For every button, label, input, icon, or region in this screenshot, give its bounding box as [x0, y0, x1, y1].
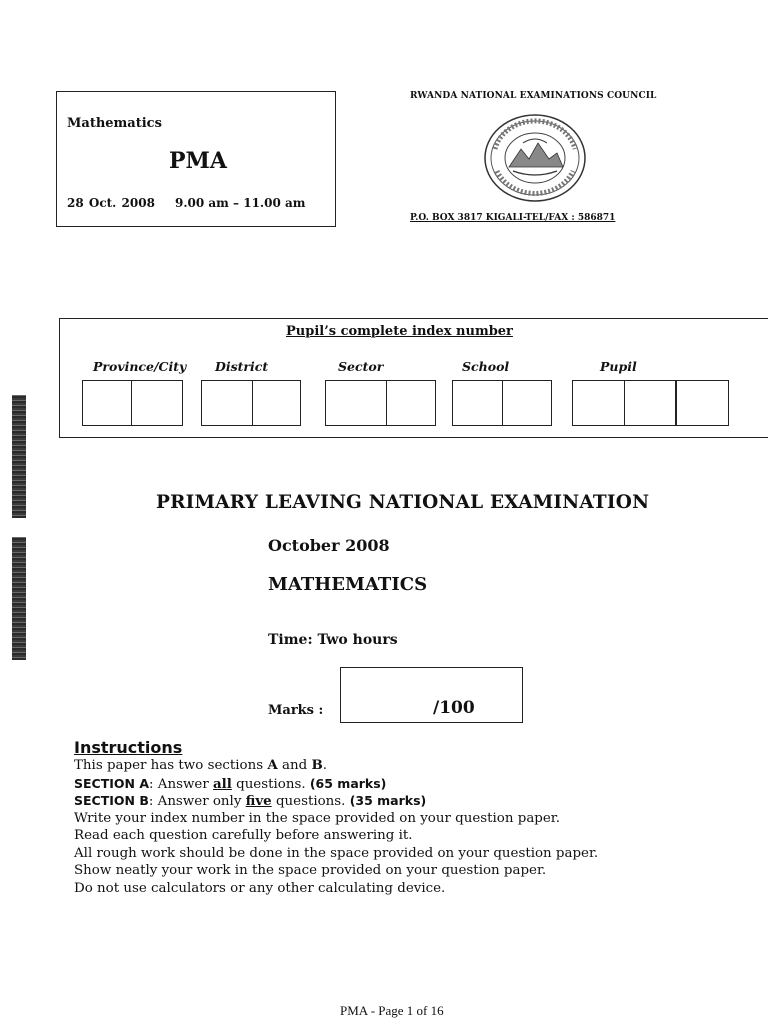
instructions-title: Instructions: [74, 738, 183, 757]
pupil-label: Pupil: [600, 359, 637, 374]
index-digit-box[interactable]: [386, 380, 436, 426]
instruction-sections: This paper has two sections A and B.: [74, 757, 328, 773]
page-number: PMA - Page 1 of 16: [340, 1003, 444, 1018]
council-seal-icon: [483, 113, 587, 203]
paper-code: PMA: [169, 148, 227, 174]
exam-subject: MATHEMATICS: [268, 574, 428, 595]
school-label: School: [462, 359, 510, 374]
council-address: P.O. BOX 3817 KIGALI-TEL/FAX : 586871: [410, 213, 616, 223]
exam-month-year: October 2008: [268, 536, 390, 555]
school-boxes: [452, 380, 552, 426]
instruction-section-a: SECTION A: Answer all questions. (65 marks): [74, 776, 387, 792]
index-digit-box[interactable]: [572, 380, 625, 426]
index-number-title: Pupil’s complete index number: [286, 324, 513, 339]
exam-duration: Time: Two hours: [268, 632, 398, 648]
instruction-rough-work: All rough work should be done in the space provided on your question paper.: [74, 846, 599, 861]
instruction-no-calculators: Do not use calculators or any other calculating device.: [74, 881, 446, 896]
index-number-box: [59, 318, 768, 438]
sector-boxes: [325, 380, 436, 426]
index-digit-box[interactable]: [325, 380, 387, 426]
index-digit-box[interactable]: [131, 380, 183, 426]
marks-box[interactable]: [340, 667, 523, 723]
index-digit-box[interactable]: [624, 380, 677, 426]
index-digit-box[interactable]: [452, 380, 503, 426]
instruction-index-number: Write your index number in the space provided on your question paper.: [74, 811, 560, 826]
instruction-section-b: SECTION B: Answer only five questions. (35 marks): [74, 793, 427, 809]
pupil-boxes: [572, 380, 729, 426]
council-name: RWANDA NATIONAL EXAMINATIONS COUNCIL: [410, 91, 657, 101]
exam-date: 28 Oct. 2008: [67, 196, 155, 210]
index-digit-box[interactable]: [675, 380, 729, 426]
index-digit-box[interactable]: [82, 380, 132, 426]
instruction-read-carefully: Read each question carefully before answering it.: [74, 828, 413, 843]
subject-name: Mathematics: [67, 116, 162, 131]
exam-time: 9.00 am – 11.00 am: [175, 196, 306, 210]
sector-label: Sector: [338, 359, 384, 374]
district-boxes: [201, 380, 301, 426]
index-digit-box[interactable]: [252, 380, 301, 426]
exam-title: PRIMARY LEAVING NATIONAL EXAMINATION: [156, 492, 650, 513]
instruction-show-work: Show neatly your work in the space provided on your question paper.: [74, 863, 547, 878]
index-digit-box[interactable]: [201, 380, 253, 426]
marks-label: Marks :: [268, 703, 324, 718]
scan-strip-bottom: [12, 537, 26, 660]
province-city-boxes: [82, 380, 183, 426]
marks-total: /100: [433, 698, 475, 718]
province-city-label: Province/City: [93, 359, 187, 374]
district-label: District: [215, 359, 269, 374]
scan-strip-top: [12, 395, 26, 518]
index-digit-box[interactable]: [502, 380, 552, 426]
subject-box: [56, 91, 336, 227]
